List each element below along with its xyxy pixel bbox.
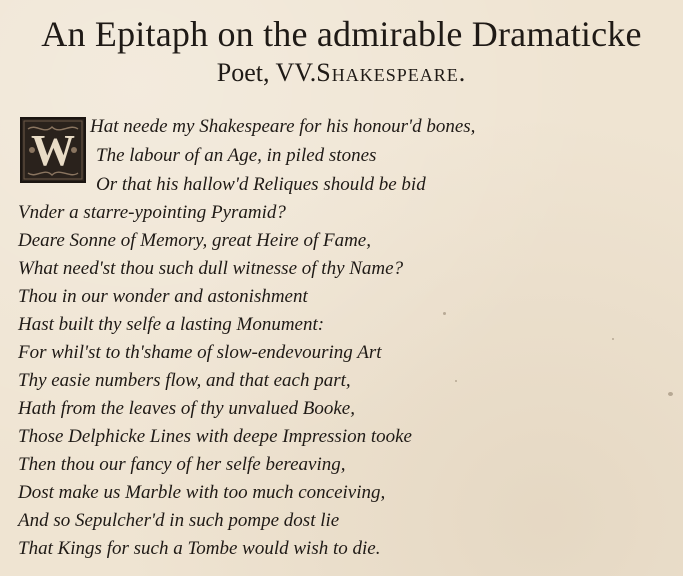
poem-line: Those Delphicke Lines with deepe Impression tooke [18, 426, 412, 447]
poem-line: Thy easie numbers flow, and that each part, [18, 370, 351, 391]
poem-line: Vnder a starre-ypointing Pyramid? [18, 202, 286, 223]
paper-speck [443, 312, 446, 315]
poem-line: Hath from the leaves of thy unvalued Booke, [18, 398, 355, 419]
ornamental-dropcap [20, 117, 86, 183]
poem-line: Then thou our fancy of her selfe bereaving, [18, 454, 346, 475]
poem-line: And so Sepulcher'd in such pompe dost lie [18, 510, 340, 531]
poem-line: Hat neede my Shakespeare for his honour'd bones, [90, 116, 476, 137]
subtitle-prefix: Poet, VV. [216, 58, 317, 87]
subtitle-name: Shakespeare. [316, 58, 467, 87]
poem-line: That Kings for such a Tombe would wish to die. [18, 538, 381, 559]
poem-line: The labour of an Age, in piled stones [96, 145, 377, 166]
paper-speck [455, 380, 457, 382]
epitaph-subtitle [0, 58, 683, 88]
paper-speck [668, 392, 673, 396]
epitaph-title: An Epitaph on the admirable Dramaticke [41, 14, 642, 54]
paper-speck [612, 338, 614, 340]
poem-line: Hast built thy selfe a lasting Monument: [18, 314, 325, 335]
poem-line: Deare Sonne of Memory, great Heire of Fame, [18, 230, 371, 251]
poem-line: Dost make us Marble with too much conceiving, [18, 482, 386, 503]
poem-line: Thou in our wonder and astonishment [18, 286, 308, 307]
poem-line: For whil'st to th'shame of slow-endevouring Art [18, 342, 382, 363]
poem-line: What need'st thou such dull witnesse of thy Name? [18, 258, 404, 279]
dropcap-ornament-icon [22, 119, 84, 181]
poem-line: Or that his hallow'd Reliques should be bid [96, 174, 426, 195]
dropcap-letter: W [31, 126, 75, 175]
